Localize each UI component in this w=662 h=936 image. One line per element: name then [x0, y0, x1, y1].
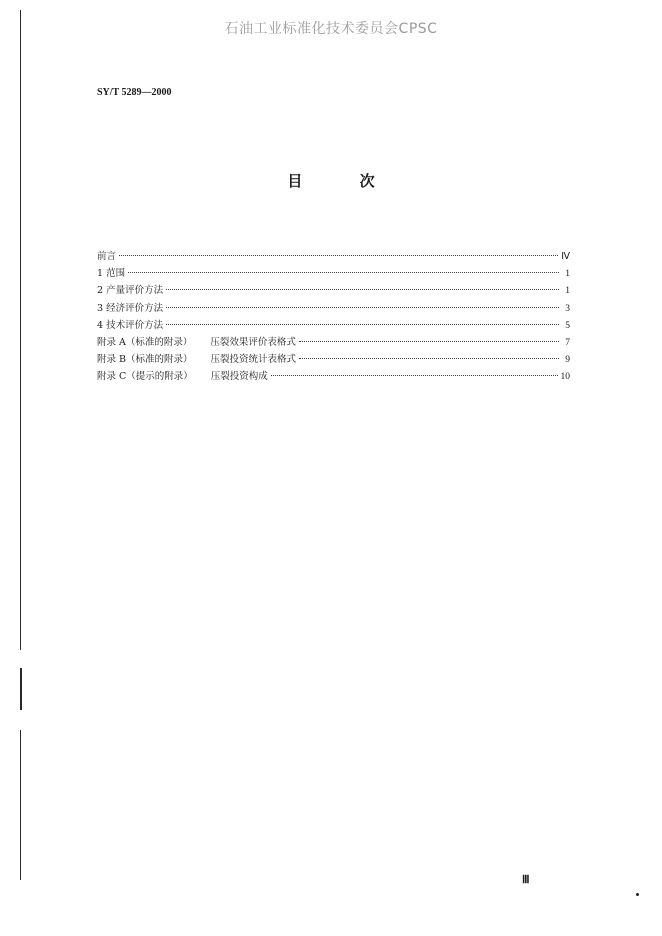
- toc-entry-economic-evaluation[interactable]: [97, 300, 570, 317]
- binding-edge-line: [20, 10, 21, 650]
- binding-edge-mark: [20, 668, 22, 710]
- leader-dots: [166, 307, 559, 308]
- toc-entry-label: 1 范围: [97, 268, 126, 280]
- toc-entry-label: 附录 C（提示的附录）: [97, 371, 193, 383]
- toc-entry-production-evaluation[interactable]: [97, 282, 570, 299]
- leader-dots: [299, 358, 559, 359]
- leader-dots: [119, 255, 558, 256]
- toc-entry-subtitle: 压裂投资统计表格式: [210, 354, 297, 366]
- page-number: Ⅲ: [522, 874, 530, 886]
- toc-entry-page: 5: [565, 320, 570, 331]
- toc-entry-label: 4 技术评价方法: [97, 319, 164, 331]
- toc-entry-subtitle: 压裂效果评价表格式: [210, 336, 296, 348]
- toc-entry-page: 1: [565, 286, 570, 297]
- watermark-header: 石油工业标准化技术委员会CPSC: [224, 21, 438, 37]
- toc-entry-label: 2 产量评价方法: [97, 285, 164, 297]
- toc-entry-appendix-b[interactable]: [97, 351, 570, 368]
- toc-entry-technical-evaluation[interactable]: [97, 317, 570, 334]
- toc-entry-foreword[interactable]: [97, 248, 570, 265]
- toc-entry-page: 10: [560, 372, 570, 383]
- leader-dots: [271, 375, 558, 376]
- toc-entry-appendix-a[interactable]: [97, 334, 570, 351]
- toc-entry-appendix-c[interactable]: [97, 368, 570, 385]
- leader-dots: [299, 341, 559, 342]
- leader-dots: [166, 324, 559, 325]
- toc-entry-label: 前言: [97, 251, 117, 262]
- toc-entry-label: 附录 A（标准的附录）: [97, 336, 193, 348]
- scan-speck: [636, 893, 639, 896]
- toc-entry-page: 3: [565, 303, 570, 314]
- toc-entry-page: 9: [565, 355, 570, 366]
- document-code: SY/T 5289—2000: [97, 87, 172, 98]
- toc-entry-scope[interactable]: [97, 265, 570, 282]
- toc-entry-page: 1: [565, 269, 570, 280]
- leader-dots: [128, 272, 559, 273]
- toc-title: 目 次: [287, 172, 401, 190]
- binding-edge-line-lower: [20, 730, 21, 880]
- toc-entry-page: Ⅳ: [561, 252, 570, 262]
- toc-entry-label: 附录 B（标准的附录）: [97, 354, 193, 366]
- toc-entry-label: 3 经济评价方法: [97, 302, 164, 314]
- toc-entry-subtitle: 压裂投资构成: [210, 371, 268, 383]
- table-of-contents: [97, 248, 570, 386]
- toc-entry-page: 7: [565, 337, 570, 348]
- leader-dots: [166, 289, 559, 290]
